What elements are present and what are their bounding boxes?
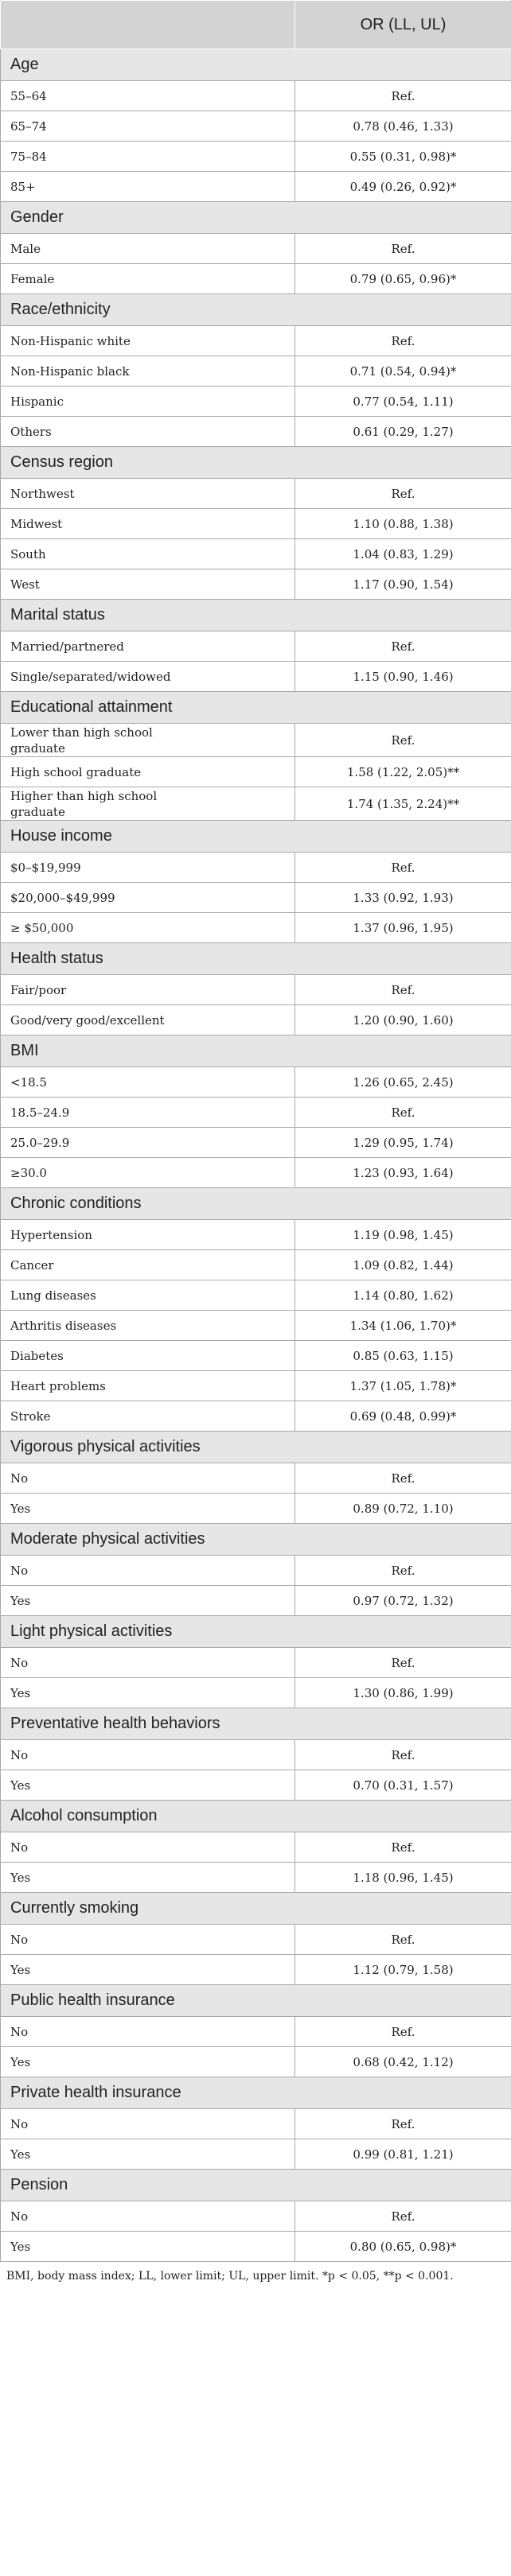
row-value: Ref.	[295, 724, 511, 757]
table-row	[1, 631, 511, 662]
row-value: Ref.	[295, 326, 511, 356]
row-value: 1.09 (0.82, 1.44)	[295, 1250, 511, 1280]
table-row	[1, 1955, 511, 1985]
table-row	[1, 479, 511, 509]
row-value: 0.55 (0.31, 0.98)*	[295, 142, 511, 172]
row-value: Ref.	[295, 631, 511, 662]
category-row	[1, 1035, 511, 1067]
row-value: 0.61 (0.29, 1.27)	[295, 417, 511, 447]
table-row	[1, 1341, 511, 1371]
row-value: 1.17 (0.90, 1.54)	[295, 569, 511, 600]
header-or: OR (LL, UL)	[295, 1, 511, 49]
row-label: Hispanic	[1, 387, 295, 417]
row-label: Good/very good/excellent	[1, 1005, 295, 1035]
table-row	[1, 172, 511, 202]
row-label: No	[1, 1648, 295, 1678]
table-row	[1, 569, 511, 600]
category-label: Age	[1, 49, 511, 81]
row-value: 1.37 (1.05, 1.78)*	[295, 1371, 511, 1401]
row-label: Midwest	[1, 509, 295, 539]
category-label: Gender	[1, 202, 511, 234]
row-value: 1.20 (0.90, 1.60)	[295, 1005, 511, 1035]
row-value: Ref.	[295, 1463, 511, 1494]
row-label: Female	[1, 264, 295, 294]
table-row	[1, 1863, 511, 1893]
table-row	[1, 883, 511, 913]
category-label: Alcohol consumption	[1, 1801, 511, 1832]
category-row	[1, 1432, 511, 1463]
table-row	[1, 1586, 511, 1616]
row-value: 1.30 (0.86, 1.99)	[295, 1678, 511, 1708]
table-row	[1, 539, 511, 569]
row-label: Yes	[1, 1955, 295, 1985]
row-label: 75–84	[1, 142, 295, 172]
table-row	[1, 1740, 511, 1770]
row-label: Yes	[1, 2232, 295, 2262]
category-label: House income	[1, 821, 511, 853]
row-value: 0.89 (0.72, 1.10)	[295, 1494, 511, 1524]
row-label: No	[1, 1740, 295, 1770]
category-row	[1, 1985, 511, 2017]
row-label: Married/partnered	[1, 631, 295, 662]
row-label: Heart problems	[1, 1371, 295, 1401]
row-value: 1.14 (0.80, 1.62)	[295, 1280, 511, 1311]
table-row	[1, 142, 511, 172]
row-value: 1.58 (1.22, 2.05)**	[295, 757, 511, 787]
row-label: Stroke	[1, 1401, 295, 1432]
row-label: ≥30.0	[1, 1158, 295, 1188]
row-label: West	[1, 569, 295, 600]
row-value: 1.29 (0.95, 1.74)	[295, 1128, 511, 1158]
table-row	[1, 2139, 511, 2170]
row-value: 1.26 (0.65, 2.45)	[295, 1067, 511, 1098]
table-row	[1, 2017, 511, 2047]
row-value: 0.49 (0.26, 0.92)*	[295, 172, 511, 202]
row-value: 0.77 (0.54, 1.11)	[295, 387, 511, 417]
row-value: 0.69 (0.48, 0.99)*	[295, 1401, 511, 1432]
table-footnote: BMI, body mass index; LL, lower limit; UL, upper limit. *p < 0.05, **p < 0.001.	[6, 2270, 454, 2283]
row-label: Yes	[1, 2139, 295, 2170]
table-row	[1, 662, 511, 692]
row-value: Ref.	[295, 2017, 511, 2047]
row-label: Yes	[1, 2047, 295, 2077]
header-variable	[1, 1, 295, 49]
row-label: South	[1, 539, 295, 569]
table-body	[1, 49, 511, 2262]
row-label: Northwest	[1, 479, 295, 509]
category-row	[1, 1616, 511, 1648]
table-row	[1, 757, 511, 787]
table-row	[1, 2232, 511, 2262]
row-label: $20,000–$49,999	[1, 883, 295, 913]
row-value: Ref.	[295, 1832, 511, 1863]
category-label: Preventative health behaviors	[1, 1708, 511, 1740]
row-label: Hypertension	[1, 1220, 295, 1250]
table-row	[1, 1556, 511, 1586]
category-label: Race/ethnicity	[1, 294, 511, 326]
table-row	[1, 913, 511, 943]
category-label: Vigorous physical activities	[1, 1432, 511, 1463]
row-value: Ref.	[295, 479, 511, 509]
table-row	[1, 2047, 511, 2077]
row-label: No	[1, 2109, 295, 2139]
category-row	[1, 692, 511, 724]
row-value: 1.34 (1.06, 1.70)*	[295, 1311, 511, 1341]
table-row	[1, 387, 511, 417]
category-label: Chronic conditions	[1, 1188, 511, 1220]
table-row	[1, 1250, 511, 1280]
category-row	[1, 600, 511, 631]
table-row	[1, 326, 511, 356]
row-label: Yes	[1, 1586, 295, 1616]
table-row	[1, 2109, 511, 2139]
category-row	[1, 1188, 511, 1220]
row-label: Diabetes	[1, 1341, 295, 1371]
row-value: 0.80 (0.65, 0.98)*	[295, 2232, 511, 2262]
table-header-row	[1, 1, 511, 49]
table-row	[1, 509, 511, 539]
row-label: No	[1, 1463, 295, 1494]
row-value: 1.10 (0.88, 1.38)	[295, 509, 511, 539]
row-value: 1.04 (0.83, 1.29)	[295, 539, 511, 569]
row-value: Ref.	[295, 1740, 511, 1770]
table-row	[1, 1220, 511, 1250]
table-row	[1, 1678, 511, 1708]
row-value: Ref.	[295, 1648, 511, 1678]
row-value: 1.33 (0.92, 1.93)	[295, 883, 511, 913]
category-row	[1, 2077, 511, 2109]
row-label: No	[1, 1832, 295, 1863]
table-row	[1, 81, 511, 111]
row-label: Yes	[1, 1770, 295, 1801]
row-label: 65–74	[1, 111, 295, 142]
table-row	[1, 1067, 511, 1098]
table-row	[1, 1832, 511, 1863]
category-label: Marital status	[1, 600, 511, 631]
row-label: 18.5–24.9	[1, 1098, 295, 1128]
row-label: Lower than high school graduate	[1, 724, 295, 757]
row-label: ≥ $50,000	[1, 913, 295, 943]
row-value: 1.23 (0.93, 1.64)	[295, 1158, 511, 1188]
row-label: 55–64	[1, 81, 295, 111]
row-value: Ref.	[295, 234, 511, 264]
row-value: 1.18 (0.96, 1.45)	[295, 1863, 511, 1893]
row-label: Male	[1, 234, 295, 264]
row-label: Higher than high school graduate	[1, 787, 295, 821]
row-value: Ref.	[295, 1098, 511, 1128]
table-row	[1, 1371, 511, 1401]
row-label: <18.5	[1, 1067, 295, 1098]
row-label: Lung diseases	[1, 1280, 295, 1311]
row-label: Yes	[1, 1863, 295, 1893]
table-row	[1, 1770, 511, 1801]
row-label: Arthritis diseases	[1, 1311, 295, 1341]
row-label: No	[1, 1556, 295, 1586]
category-label: Private health insurance	[1, 2077, 511, 2109]
row-value: 0.78 (0.46, 1.33)	[295, 111, 511, 142]
table-row	[1, 1648, 511, 1678]
row-value: Ref.	[295, 975, 511, 1005]
row-value: 1.74 (1.35, 2.24)**	[295, 787, 511, 821]
row-label: 85+	[1, 172, 295, 202]
row-value: Ref.	[295, 853, 511, 883]
table-row	[1, 2201, 511, 2232]
row-label: $0–$19,999	[1, 853, 295, 883]
table-row	[1, 1158, 511, 1188]
table-row	[1, 724, 511, 757]
category-label: Pension	[1, 2170, 511, 2201]
row-value: 0.97 (0.72, 1.32)	[295, 1586, 511, 1616]
row-label: Yes	[1, 1494, 295, 1524]
row-label: Non-Hispanic white	[1, 326, 295, 356]
row-value: 0.68 (0.42, 1.12)	[295, 2047, 511, 2077]
table-row	[1, 1098, 511, 1128]
row-value: Ref.	[295, 2201, 511, 2232]
row-label: Cancer	[1, 1250, 295, 1280]
table-row	[1, 853, 511, 883]
row-value: Ref.	[295, 1556, 511, 1586]
row-value: Ref.	[295, 81, 511, 111]
category-row	[1, 1708, 511, 1740]
row-value: 1.15 (0.90, 1.46)	[295, 662, 511, 692]
category-label: Health status	[1, 943, 511, 975]
table-row	[1, 356, 511, 387]
table-row	[1, 234, 511, 264]
category-label: Census region	[1, 447, 511, 479]
table-row	[1, 264, 511, 294]
table-row	[1, 1280, 511, 1311]
table-row	[1, 1494, 511, 1524]
table-row	[1, 417, 511, 447]
category-label: Currently smoking	[1, 1893, 511, 1925]
category-row	[1, 49, 511, 81]
row-value: Ref.	[295, 2109, 511, 2139]
row-label: Yes	[1, 1678, 295, 1708]
row-label: No	[1, 2201, 295, 2232]
table-row	[1, 1463, 511, 1494]
category-row	[1, 943, 511, 975]
category-row	[1, 202, 511, 234]
row-label: Single/separated/widowed	[1, 662, 295, 692]
table-row	[1, 1128, 511, 1158]
row-value: Ref.	[295, 1925, 511, 1955]
row-value: 0.70 (0.31, 1.57)	[295, 1770, 511, 1801]
category-row	[1, 294, 511, 326]
table-row	[1, 787, 511, 821]
table-row	[1, 1311, 511, 1341]
row-label: No	[1, 1925, 295, 1955]
table-row	[1, 111, 511, 142]
row-label: High school graduate	[1, 757, 295, 787]
category-row	[1, 1801, 511, 1832]
category-label: Moderate physical activities	[1, 1524, 511, 1556]
category-label: BMI	[1, 1035, 511, 1067]
table-row	[1, 1005, 511, 1035]
category-label: Educational attainment	[1, 692, 511, 724]
category-label: Light physical activities	[1, 1616, 511, 1648]
category-row	[1, 821, 511, 853]
category-label: Public health insurance	[1, 1985, 511, 2017]
row-label: Non-Hispanic black	[1, 356, 295, 387]
category-row	[1, 447, 511, 479]
category-row	[1, 2170, 511, 2201]
row-value: 0.79 (0.65, 0.96)*	[295, 264, 511, 294]
row-label: Others	[1, 417, 295, 447]
row-label: Fair/poor	[1, 975, 295, 1005]
row-value: 0.85 (0.63, 1.15)	[295, 1341, 511, 1371]
table-row	[1, 1925, 511, 1955]
row-label: 25.0–29.9	[1, 1128, 295, 1158]
row-value: 1.12 (0.79, 1.58)	[295, 1955, 511, 1985]
category-row	[1, 1524, 511, 1556]
table-row	[1, 975, 511, 1005]
row-label: No	[1, 2017, 295, 2047]
table-row	[1, 1401, 511, 1432]
row-value: 0.99 (0.81, 1.21)	[295, 2139, 511, 2170]
row-value: 0.71 (0.54, 0.94)*	[295, 356, 511, 387]
row-value: 1.19 (0.98, 1.45)	[295, 1220, 511, 1250]
row-value: 1.37 (0.96, 1.95)	[295, 913, 511, 943]
category-row	[1, 1893, 511, 1925]
